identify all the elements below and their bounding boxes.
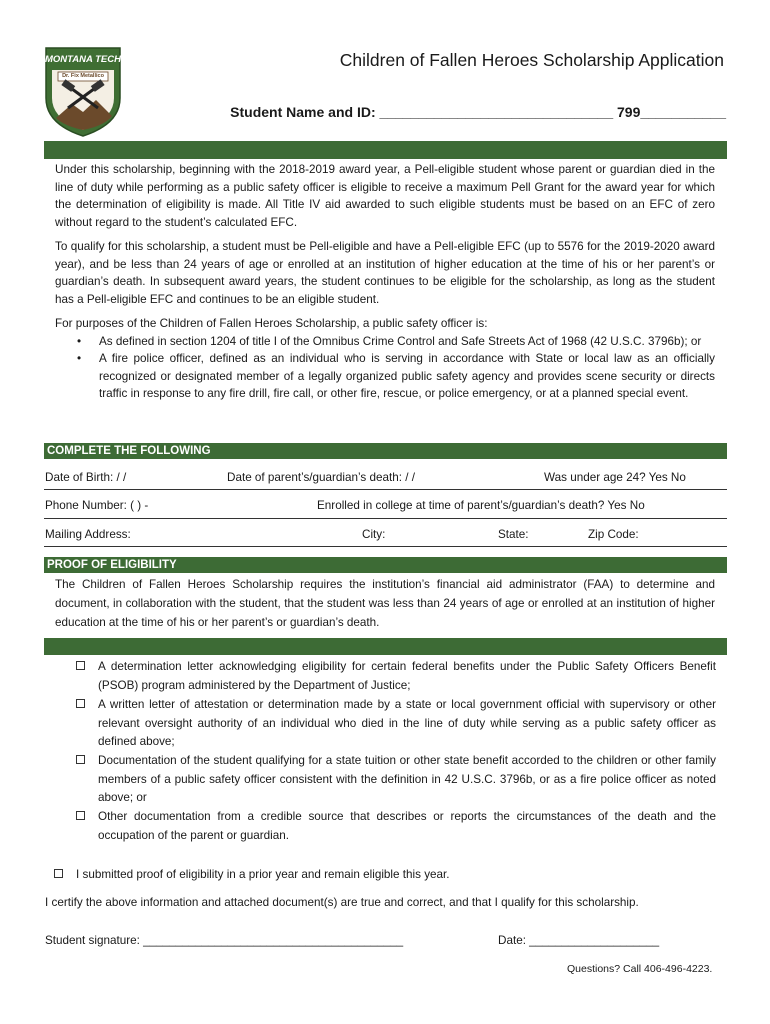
intro-paragraph-1: Under this scholarship, beginning with the 2018-2019 award year, a Pell-eligible student whose parent or guardian died in the line of duty while performing as a public safety officer is eligible to receive a maximum Pell Grant for the award year for which the determination of eligibility is made. All Title IV aid awarded to such eligible students must be based on an EFC of zero without regard to the student’s calculated EFC.	[55, 163, 715, 229]
proof-option-attestation[interactable]: A written letter of attestation or determination made by a state or local government official with supervisory or other relevant oversight authority of an individual who died in the line of duty while serving as a public safety officer as defined above;	[76, 696, 716, 752]
montana-tech-logo	[44, 46, 122, 138]
proof-option-psob[interactable]: A determination letter acknowledging eligibility for certain federal benefits under the Public Safety Officers Benefit (PSOB) program administered by the Department of Justice;	[76, 658, 716, 695]
checkbox[interactable]	[76, 755, 85, 764]
phone-field[interactable]: Phone Number: ( ) -	[45, 499, 149, 512]
dob-field[interactable]: Date of Birth: / /	[45, 471, 127, 484]
divider	[44, 546, 727, 547]
checkbox[interactable]	[76, 699, 85, 708]
questions-contact: Questions? Call 406-496-4223.	[567, 963, 713, 975]
proof-option-state-benefit[interactable]: Documentation of the student qualifying for a state tuition or other state benefit accorded to the children or other family members of a public safety officer consistent with the definition in 42 U.S.C. 3796b, or as a fire police officer as noted above; or	[76, 752, 716, 808]
header-divider-bar	[44, 141, 727, 159]
list-item: • As defined in section 1204 of title I of the Omnibus Crime Control and Safe Streets Act of 1968 (42 U.S.C. 3796b); or	[77, 334, 702, 348]
proof-description: The Children of Fallen Heroes Scholarship requires the institution’s financial aid administrator (FAA) to determine and document, in collaboration with the student, that the student was less than 24 years of age or enrolled at an institution of higher education at the time of his or her parent’s or guardian’s death.	[55, 578, 715, 629]
complete-section-heading: COMPLETE THE FOLLOWING	[47, 445, 211, 457]
enrolled-field[interactable]: Enrolled in college at time of parent’s/guardian’s death? Yes No	[317, 499, 645, 512]
divider	[44, 489, 727, 490]
parent-death-date-field[interactable]: Date of parent’s/guardian’s death: / /	[227, 471, 415, 484]
zip-code-field[interactable]: Zip Code:	[588, 528, 639, 541]
proof-section-bar	[44, 557, 727, 573]
city-field[interactable]: City:	[362, 528, 386, 541]
checkbox[interactable]	[76, 661, 85, 670]
checkbox[interactable]	[76, 811, 85, 820]
page-title: Children of Fallen Heroes Scholarship Application	[339, 50, 724, 70]
list-item: • A fire police officer, defined as an individual who is serving in accordance with State or local law as an officially recognized or designated member of a legally organized public safety agency and provides scene security or directs traffic in response to any fire drill, fire call, or other fire, rescue, or police emergency, or at a planned special event.	[77, 352, 715, 401]
proof-section-heading: PROOF OF ELIGIBILITY	[47, 559, 177, 571]
officer-definition-list	[55, 333, 715, 403]
under-24-field[interactable]: Was under age 24? Yes No	[544, 471, 686, 484]
date-field[interactable]: Date: ____________________	[498, 934, 660, 947]
prior-year-proof-option[interactable]: I submitted proof of eligibility in a prior year and remain eligible this year.	[54, 866, 694, 885]
officer-definition-intro: For purposes of the Children of Fallen Heroes Scholarship, a public safety officer is:	[55, 317, 488, 330]
divider	[44, 518, 727, 519]
intro-paragraph-3	[55, 315, 715, 403]
intro-paragraph-2: To qualify for this scholarship, a student must be Pell-eligible and have a Pell-eligible EFC (up to 5576 for the 2019-2020 award year), and be less than 24 years of age or enrolled at an institution of higher education at the time of his or her parent’s or guardian’s death. In subsequent award years, the student continues to be eligible for the scholarship, as long as the student has a Pell-eligible EFC and continues to be an eligible student.	[55, 240, 715, 306]
student-name-id-line[interactable]: Student Name and ID: ______________________________ 799___________	[230, 104, 726, 120]
checkbox[interactable]	[54, 869, 63, 878]
proof-options-bar	[44, 638, 727, 655]
student-signature-field[interactable]: Student signature: ________________________________________	[45, 934, 404, 947]
certification-statement: I certify the above information and attached document(s) are true and correct, and that I qualify for this scholarship.	[45, 896, 639, 909]
state-field[interactable]: State:	[498, 528, 529, 541]
proof-option-other-documentation[interactable]: Other documentation from a credible source that describes or reports the circumstances of the death and the occupation of the parent or guardian.	[76, 808, 716, 845]
complete-section-bar	[44, 443, 727, 459]
mailing-address-field[interactable]: Mailing Address:	[45, 528, 131, 541]
logo-text: MONTANA TECH	[45, 54, 121, 65]
logo-subtext: Dr. Fix Metallico	[62, 73, 104, 79]
